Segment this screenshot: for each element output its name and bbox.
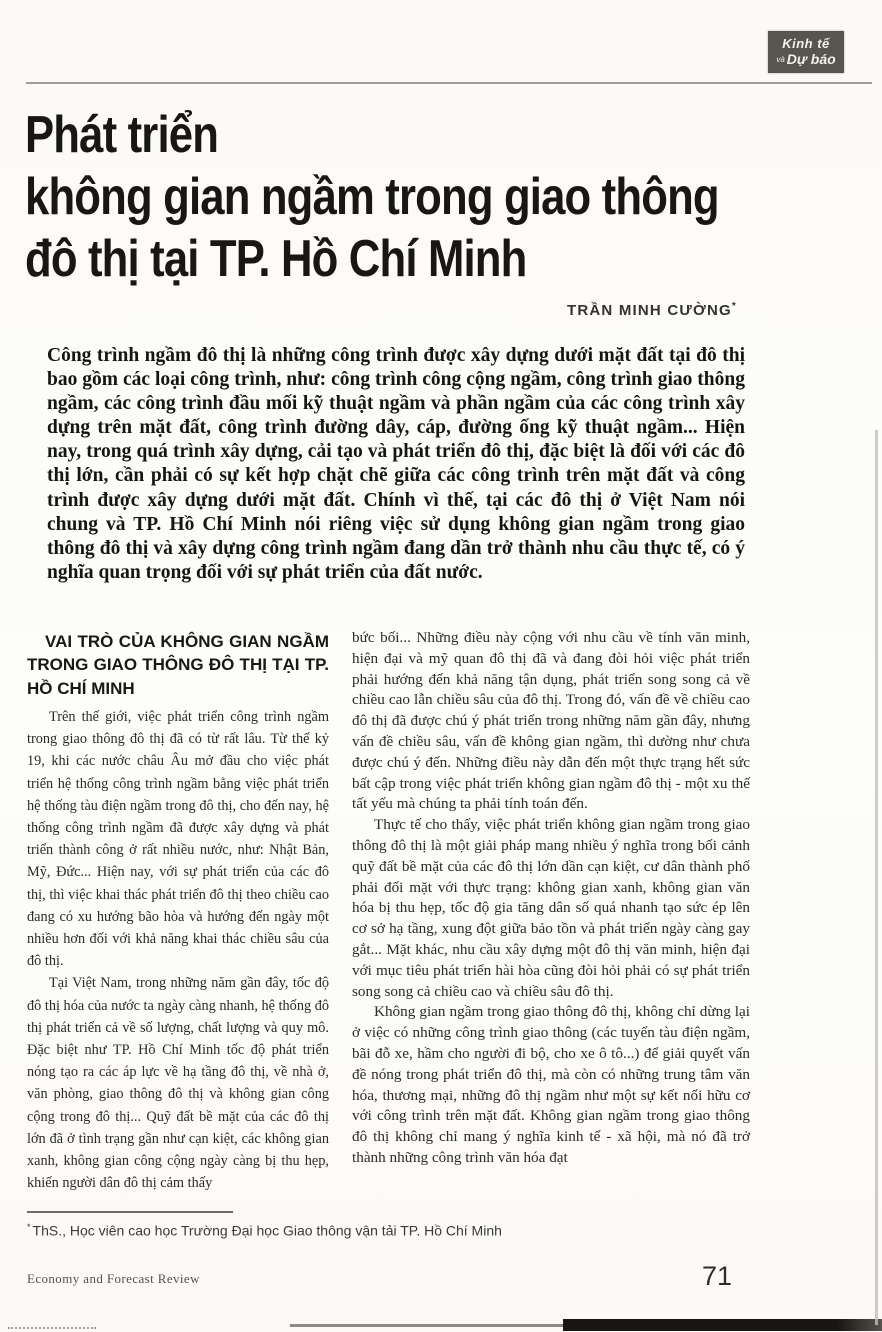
- scan-right-edge-shadow: [875, 430, 878, 1325]
- journal-logo-line2-prefix: và: [776, 55, 785, 64]
- bottom-bar-thick-segment: [563, 1319, 882, 1331]
- footer-journal-name: Economy and Forecast Review: [27, 1271, 200, 1286]
- page-number: 71: [702, 1261, 733, 1291]
- bottom-bar-thin-segment: [290, 1324, 563, 1327]
- footnote-mark: *: [27, 1222, 31, 1232]
- left-column-paragraph-2: Tại Việt Nam, trong những năm gần đây, tốc độ đô thị hóa của nước ta ngày càng nhanh, hệ thống đô thị phát triển cả về số lượng, chất lượng và quy mô. Đặc biệt như TP. Hồ Chí Minh tốc độ phát triển nóng tạo ra các áp lực về hạ tầng đô thị, về nhà ở, văn phòng, giao thông đô thị và không gian công cộng trong đô thị... Quỹ đất bề mặt của các đô thị lớn đã ở tình trạng gần như cạn kiệt, các không gian xanh, không gian công cộng ngày càng bị thu hẹp, khiến người dân đô thị cảm thấy: [27, 975, 329, 1192]
- footnote-text: ThS., Học viên cao học Trường Đại học Giao thông vận tải TP. Hồ Chí Minh: [32, 1222, 502, 1239]
- abstract: Công trình ngầm đô thị là những công trình được xây dựng dưới mặt đất tại đô thị bao gồm các loại công trình, như: công trình công cộng ngầm, công trình giao thông ngầm, các công trình đầu mối kỹ thuật ngầm và phần ngầm của các công trình xây dựng trên mặt đất, công trình đường dây, cáp, đường ống kỹ thuật ngầm... Hiện nay, trong quá trình xây dựng, cải tạo và phát triển đô thị, đặc biệt là đối với các đô thị lớn, cần phải có sự kết hợp chặt chẽ giữa các công trình trên mặt đất và công trình được xây dựng dưới mặt đất. Chính vì thế, tại các đô thị ở Việt Nam nói chung và TP. Hồ Chí Minh nói riêng việc sử dụng không gian ngầm trong giao thông đô thị và xây dựng công trình ngầm đang dần trở thành nhu cầu thực tế, có ý nghĩa quan trọng đối với sự phát triển của đất nước.: [47, 345, 745, 583]
- bottom-bar-dots: [8, 1327, 96, 1329]
- article-title: [25, 104, 781, 290]
- right-column-paragraph-3: Không gian ngầm trong giao thông đô thị, không chỉ dừng lại ở việc có những công trình giao thông (các tuyến tàu điện ngầm, bãi đỗ xe, hầm cho người đi bộ, cho xe ô tô...) để giải quyết vấn đề nóng trong phát triển đô thị, mà còn có những trung tâm văn hóa, thương mại, những đô thị ngầm như một sự kết nối hữu cơ với công trình trên mặt đất. Không gian ngầm trong giao thông đô thị không chỉ mang ý nghĩa kinh tế - xã hội, mà nó đã trở thành những công trình văn hóa đạt: [352, 1003, 750, 1166]
- right-column-paragraph-2: Thực tế cho thấy, việc phát triển không gian ngầm trong giao thông đô thị là một giải pháp mang nhiều ý nghĩa trong bối cảnh quỹ đất bề mặt của các đô thị lớn dần cạn kiệt, cư dân thành phố phải đối mặt với thực trạng: không gian xanh, không gian văn hóa bị thu hẹp, tốc độ gia tăng dân số quá nhanh tạo sức ép lên cơ sở hạ tầng, xung đột giữa bảo tồn và phát triển ngày càng gay gắt... Mặt khác, nhu cầu xây dựng một đô thị văn minh, hiện đại với mục tiêu phát triển hài hòa cũng đòi hỏi phải có sự phát triển song song cả chiều cao và chiều sâu đô thị.: [352, 816, 750, 1000]
- footnote: [27, 1222, 627, 1239]
- author-note-mark: *: [731, 301, 737, 312]
- article-title-line1: Phát triển: [25, 106, 219, 164]
- article-title-line2: không gian ngầm trong giao thông: [25, 168, 719, 226]
- right-column-paragraph-1: bức bối... Những điều này cộng với nhu cầu về tính văn minh, hiện đại và mỹ quan đô thị đã và đang đòi hỏi việc phát triển phải hướng đến khả năng tận dụng, phát triển song song cả về chiều cao lẫn chiều sâu của đô thị. Trong đó, vấn đề về chiều cao đô thị đã được chú ý phát triển trong những năm gần đây, nhưng vấn đề chiều sâu, vấn đề không gian ngầm, thì dường như chưa được chú ý đến. Những điều này dẫn đến một thực trạng hết sức bất cập trong việc phát triển không gian ngầm đô thị - một xu thế tất yếu mà chúng ta phải tính toán đến.: [352, 629, 750, 813]
- left-column-paragraph-1: Trên thế giới, việc phát triển công trình ngầm trong giao thông đô thị đã có từ rất lâu. Từ thế kỷ 19, khi các nước châu Âu mở đầu cho việc phát triển hệ thống công trình ngầm bằng việc phát triển hệ thống tàu điện ngầm trong đô thị, cho đến nay, hệ thống công trình ngầm đã được xây dựng và phát triển thành công ở rất nhiều nước, như: Nhật Bản, Mỹ, Đức... Hiện nay, với sự phát triển của các đô thị, thì việc khai thác phát triển đô thị theo chiều cao đang có xu hướng bão hòa và hướng đến ngày một nhiều hơn đối với khả năng khai thác chiều sâu của đô thị.: [27, 709, 329, 970]
- right-column: [352, 628, 750, 1169]
- journal-logo-line2: [768, 52, 844, 66]
- journal-logo-line2-main: Dự báo: [786, 51, 836, 67]
- journal-logo: [768, 31, 844, 73]
- footnote-rule: [27, 1211, 233, 1213]
- left-column: [27, 706, 329, 1194]
- author-byline: [567, 301, 737, 319]
- article-title-line3: đô thị tại TP. Hồ Chí Minh: [25, 230, 527, 288]
- header-rule: [26, 82, 872, 84]
- journal-logo-line1: Kinh tế: [782, 36, 830, 51]
- section-heading: VAI TRÒ CỦA KHÔNG GIAN NGẦM TRONG GIAO THÔNG ĐÔ THỊ TẠI TP. HỒ CHÍ MINH: [27, 632, 329, 698]
- author-name: TRẦN MINH CƯỜNG: [567, 302, 732, 319]
